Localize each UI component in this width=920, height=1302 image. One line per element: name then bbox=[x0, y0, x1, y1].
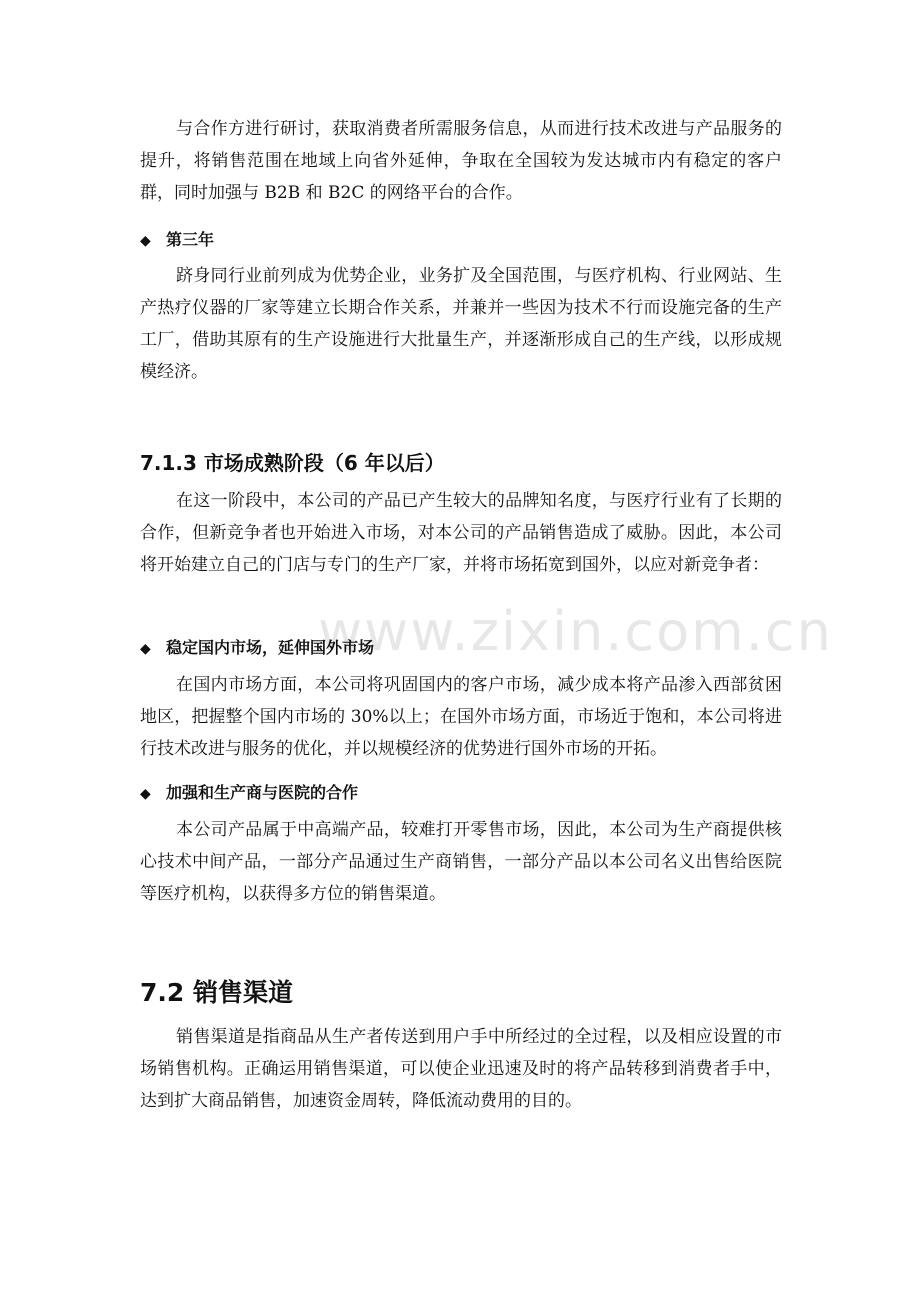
paragraph-mature-stage: 在这一阶段中，本公司的产品已产生较大的品牌知名度，与医疗行业有了长期的合作，但新竞争者也开始进入市场，对本公司的产品销售造成了威胁。因此，本公司将开始建立自己的门店与专门的生产厂家，并将市场拓宽到国外，以应对新竞争者： bbox=[140, 491, 782, 575]
paragraph-product-upgrade: 与合作方进行研讨，获取消费者所需服务信息，从而进行技术改进与产品服务的提升，将销售范围在地域上向省外延伸，争取在全国较为发达城市内有稳定的客户群，同时加强与 B2B 和 B2C 的网络平台的合作。 bbox=[140, 119, 782, 203]
paragraph-industry-leader: 跻身同行业前列成为优势企业，业务扩及全国范围，与医疗机构、行业网站、生产热疗仪器的厂家等建立长期合作关系，并兼并一些因为技术不行而设施完备的生产工厂，借助其原有的生产设施进行大批量生产，并逐渐形成自己的生产线，以形成规模经济。 bbox=[140, 266, 782, 382]
bullet-stabilize-market-label: 稳定国内市场，延伸国外市场 bbox=[166, 638, 375, 657]
diamond-bullet-icon: ◆ bbox=[140, 786, 151, 802]
bullet-strengthen-cooperation bbox=[140, 779, 358, 808]
bullet-year-three-label: 第三年 bbox=[166, 230, 215, 249]
bullet-year-three bbox=[140, 226, 214, 255]
bullet-strengthen-cooperation-label: 加强和生产商与医院的合作 bbox=[166, 783, 359, 802]
paragraph-mid-high-end: 本公司产品属于中高端产品，较难打开零售市场，因此，本公司为生产商提供核心技术中间产品，一部分产品通过生产商销售，一部分产品以本公司名义出售给医院等医疗机构，以获得多方位的销售渠道。 bbox=[140, 820, 782, 904]
site-watermark: www.zixin.com.cn bbox=[318, 600, 833, 663]
diamond-bullet-icon: ◆ bbox=[140, 233, 151, 249]
section-heading-7-1-3: 7.1.3 市场成熟阶段（6 年以后） bbox=[140, 451, 445, 475]
diamond-bullet-icon: ◆ bbox=[140, 641, 151, 657]
section-heading-7-2: 7.2 销售渠道 bbox=[140, 978, 293, 1007]
bullet-stabilize-market bbox=[140, 634, 374, 663]
paragraph-domestic-foreign: 在国内市场方面，本公司将巩固国内的客户市场，减少成本将产品渗入西部贫困地区，把握整个国内市场的 30%以上；在国外市场方面，市场近于饱和，本公司将进行技术改进与服务的优化，并以规模经济的优势进行国外市场的开拓。 bbox=[140, 675, 782, 759]
paragraph-sales-channel: 销售渠道是指商品从生产者传送到用户手中所经过的全过程，以及相应设置的市场销售机构。正确运用销售渠道，可以使企业迅速及时的将产品转移到消费者手中，达到扩大商品销售，加速资金周转，降低流动费用的目的。 bbox=[140, 1027, 782, 1111]
